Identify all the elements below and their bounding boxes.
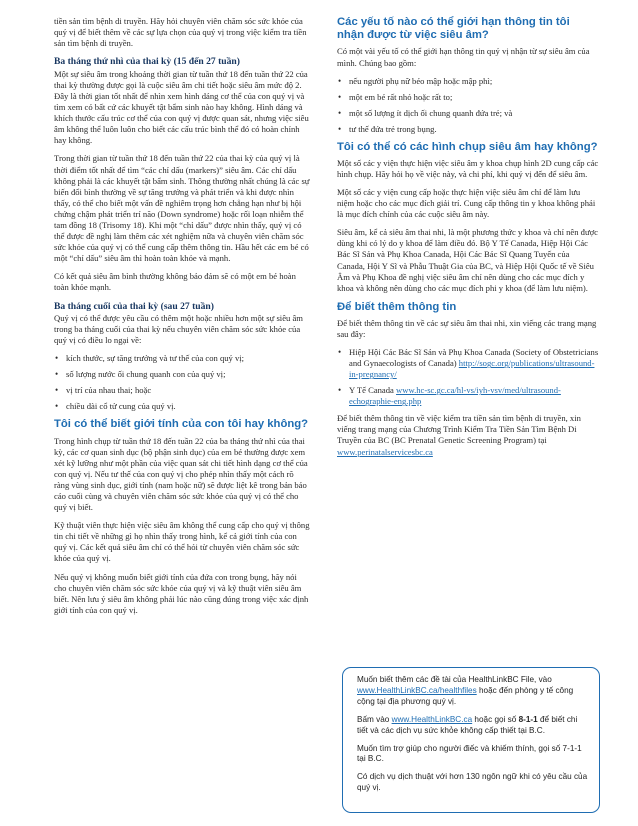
info-box-paragraph-4: Có dịch vụ dịch thuật với hơn 130 ngôn ngữ khi có yêu cầu của quý vị.	[357, 772, 588, 793]
bullet-icon: •	[55, 401, 59, 412]
list-item: • số lượng nước ối chung quanh con của quý vị;	[55, 369, 226, 380]
bullet-icon: •	[338, 75, 342, 86]
second-trimester-paragraph-1: Một sự siêu âm trong khoảng thời gian từ tuần thứ 18 đến tuần thứ 22 của thai kỳ thường được gọi là cuộc siêu âm chi tiết hoặc siêu âm mức độ 2. Đây là thời gian tốt nhất để nhìn xem hình dáng cơ thể của con quý vị và tìm xem có bất cứ các khuyết tật bẩm sinh nào hay không. Hình dáng và khích thước cấu trúc cơ thể của con quý vị được quan sát, nhưng việc siêu âm không thể luôn luôn cho biết các cấu trúc bình thể đó có hoàn chỉnh hay không.	[54, 68, 309, 146]
bullet-icon: •	[55, 369, 59, 380]
healthlinkbc-info-box	[342, 667, 600, 813]
sogc-link[interactable]: http://sogc.org/publications/ultrasound-in-pregnancy/	[349, 358, 595, 380]
pictures-paragraph-1: Một số các y viện thực hiện việc siêu âm y khoa chụp hình 2D cung cấp các hình chụp. Hãy hỏi họ về việc này, và chi phí, khi quý vị đến để siêu âm.	[337, 157, 599, 179]
third-trimester-bullet-list	[54, 353, 310, 412]
gender-heading: Tôi có thể biết giới tính của con tôi hay không?	[54, 418, 309, 431]
health-canada-link[interactable]: www.hc-sc.gc.ca/hl-vs/iyh-vsv/med/ultrasound-echographie-eng.php	[349, 385, 561, 407]
more-info-paragraph: Để biết thêm thông tin về các sự siêu âm thai nhi, xin viếng các trang mạng sau đây:	[337, 318, 597, 340]
healthlinkbc-link[interactable]: www.HealthLinkBC.ca	[391, 714, 473, 724]
limits-paragraph: Có một vài yếu tố có thể giới hạn thông tin quý vị nhận từ sự siêu âm của mình. Chúng bao gồm:	[337, 46, 590, 68]
more-info-link-list	[337, 347, 599, 407]
list-item: • kích thước, sự tăng trưởng và tư thế của con quý vị;	[55, 353, 245, 364]
second-trimester-paragraph-2: Trong thời gian từ tuần thứ 18 đến tuần thứ 22 của thai kỳ của quý vị là thời điểm tốt nhất để tìm “các chỉ dấu (markers)” siêu âm. Các chỉ dấu không phải là các khuyết tật bẩm sinh. Thông thường nhất chúng là các sự biến đổi bình thường về sự tăng trưởng và phát triển và khi được nhìn thấy, có thể cho biết một vấn đề nghiêm trọng hơn chẳng hạn như bị hội chứng chậm phát triển trí não (Down syndrome) hoặc rối loạn nhiễm thể tam đồng 18 (Trisomy 18). Khi một “chỉ dấu” được nhìn thấy, quý vị có thể được đề nghị làm thêm các xét nghiệm nữa và chuyên viên chăm sóc sức khỏe của quý vị có thể cung cấp thêm thông tin. Hầu hết các em bé có một “chỉ dấu” siêu âm thì hoàn toàn khỏe và mạnh.	[54, 153, 310, 264]
right-column	[337, 16, 599, 465]
gender-paragraph-2: Kỹ thuật viên thực hiện việc siêu âm không thể cung cấp cho quý vị thông tin chi tiết về những gì họ nhìn thấy trong hình, kể cả giới tính của con quý vị. Các kết quả siêu âm chỉ có thể hỏi từ chuyên viên chăm sóc sức khỏe của quý vị.	[54, 520, 310, 564]
more-info-closing: Để biết thêm thông tin về việc kiểm tra tiền sản tìm bệnh di truyền, xin viếng trang mạng của Chương Trình Kiểm Tra Tiền Sản Tìm Bệnh Di Truyền của BC (BC Prenatal Genetic Screening Program) tại www.perinatalservicesbc.ca	[337, 413, 581, 457]
sogc-link-label: Hiệp Hội Các Bác Sĩ Sản và Phụ Khoa Canada (Society of Obstetricians and Gynaecologists of Canada)	[349, 347, 599, 369]
info-box-paragraph-2: Bấm vào www.HealthLinkBC.ca hoặc gọi số 8-1-1 để biết chi tiết và các dịch vụ sức khỏe không cấp thiết tại B.C.	[357, 714, 578, 735]
bullet-icon: •	[338, 107, 342, 118]
limits-bullet-list	[337, 76, 599, 135]
info-box-paragraph-1: Muốn biết thêm các đề tài của HealthLinkBC File, vào www.HealthLinkBC.ca/healthfiles hoặc đến phòng y tế công cộng tại địa phương quý vị.	[357, 675, 574, 706]
list-item	[337, 385, 599, 407]
second-trimester-heading: Ba tháng thứ nhì của thai kỳ (15 đến 27 tuần)	[54, 56, 240, 68]
list-item: • chiều dài cổ tử cung của quý vị.	[55, 401, 176, 412]
second-trimester-paragraph-3: Có kết quả siêu âm bình thường không bảo đảm sẽ có một em bé hoàn toàn khỏe mạnh.	[54, 271, 296, 293]
list-item	[337, 347, 599, 380]
bullet-icon: •	[338, 91, 342, 102]
list-item: • nếu người phụ nữ béo mập hoặc mập phì;	[338, 75, 493, 86]
bullet-icon: •	[55, 353, 59, 364]
bullet-icon: •	[338, 123, 342, 134]
bullet-icon: •	[55, 385, 59, 396]
list-item: • một em bé rất nhỏ hoặc rất to;	[338, 91, 453, 102]
info-box-paragraph-3: Muốn tìm trợ giúp cho người điếc và khiếm thính, gọi số 7-1-1 tại B.C.	[357, 743, 582, 764]
gender-paragraph-1: Trong hình chụp từ tuần thứ 18 đến tuần 22 của ba tháng thứ nhì của thai kỳ, các cơ quan sinh dục (bộ phận sinh dục) của em bé thường được xem xét kỹ lưỡng như một phần của việc quan sát chi tiết hình dạng cơ thể của con quý vị. Nếu tư thế của con quý vị cho phép nhìn thấy một cách rõ ràng vùng sinh dục, giới tính (nam hoặc nữ) sẽ được liệt kê trong bản báo cáo cuối cùng và chuyên viên chăm sóc sức khỏe của quý vị có thể cho quý vị biết.	[54, 435, 308, 513]
pictures-heading: Tôi có thể có các hình chụp siêu âm hay không?	[337, 140, 598, 153]
limits-heading: Các yếu tố nào có thể giới hạn thông tin tôi nhận được từ việc siêu âm?	[337, 16, 570, 42]
perinatal-services-link[interactable]: www.perinatalservicesbc.ca	[337, 446, 433, 457]
list-item: • một số lượng ít dịch ối chung quanh đứa trẻ; và	[338, 107, 513, 118]
health-canada-link-label: Y Tế Canada	[349, 385, 394, 396]
intro-paragraph: tiền sản tìm bệnh di truyền. Hãy hỏi chuyên viên chăm sóc sức khỏe của quý vị để biết thêm về các sự lựa chọn của quý vị trong việc kiểm tra tiền sản tìm bệnh di truyền.	[54, 16, 307, 49]
more-info-heading: Để biết thêm thông tin	[337, 300, 457, 313]
gender-paragraph-3: Nếu quý vị không muốn biết giới tính của đứa con trong bụng, hãy nói cho chuyên viên chăm sóc sức khỏe của quý vị và kỹ thuật viên siêu âm biết. Nên lưu ý siêu âm không phải lúc nào cũng đúng trong việc xác định giới tính của con quý vị.	[54, 571, 309, 615]
list-item: • vị trí của nhau thai; hoặc	[55, 385, 152, 396]
pictures-paragraph-3: Siêu âm, kể cả siêu âm thai nhi, là một phương thức y khoa và chỉ nên được dùng khi có lý do y khoa để làm điều đó. Bộ Y Tế Canada, Hiệp Hội Các Bác Sĩ Sản và Phụ Khoa Canada, Hội Các Bác Sĩ Quang Tuyến của Canada, Hội Y Sĩ và Phẫu Thuật Gia của BC, và Hiệp Hội Quốc tế về Siêu Âm và Phụ Khoa đề nghị việc siêu âm chỉ nên dùng cho các mục đích y khoa và không nên dùng cho các mục đích phi y khoa (để làm lưu niệm).	[337, 227, 598, 293]
third-trimester-paragraph: Quý vị có thể được yêu cầu có thêm một hoặc nhiều hơn một sự siêu âm trong ba tháng cuối của thai kỳ nếu chuyên viên chăm sóc sức khỏe của quý vị có điều lo ngại về:	[54, 313, 303, 346]
phone-number: 8-1-1	[518, 714, 538, 724]
list-item: • tư thế đứa trẻ trong bụng.	[338, 123, 437, 134]
pictures-paragraph-2: Một số các y viện cung cấp hoặc thực hiện việc siêu âm chỉ để làm lưu niệm hoặc cho các mục đích giải trí. Cung cấp thông tin y khoa không phải là mục đích chính của các cuộc siêu âm này.	[337, 186, 596, 220]
third-trimester-heading: Ba tháng cuối của thai kỳ (sau 27 tuần)	[54, 300, 214, 312]
left-column	[54, 16, 310, 623]
bullet-icon: •	[338, 347, 342, 358]
bullet-icon: •	[338, 385, 342, 396]
healthfiles-link[interactable]: www.HealthLinkBC.ca/healthfiles	[357, 685, 477, 695]
